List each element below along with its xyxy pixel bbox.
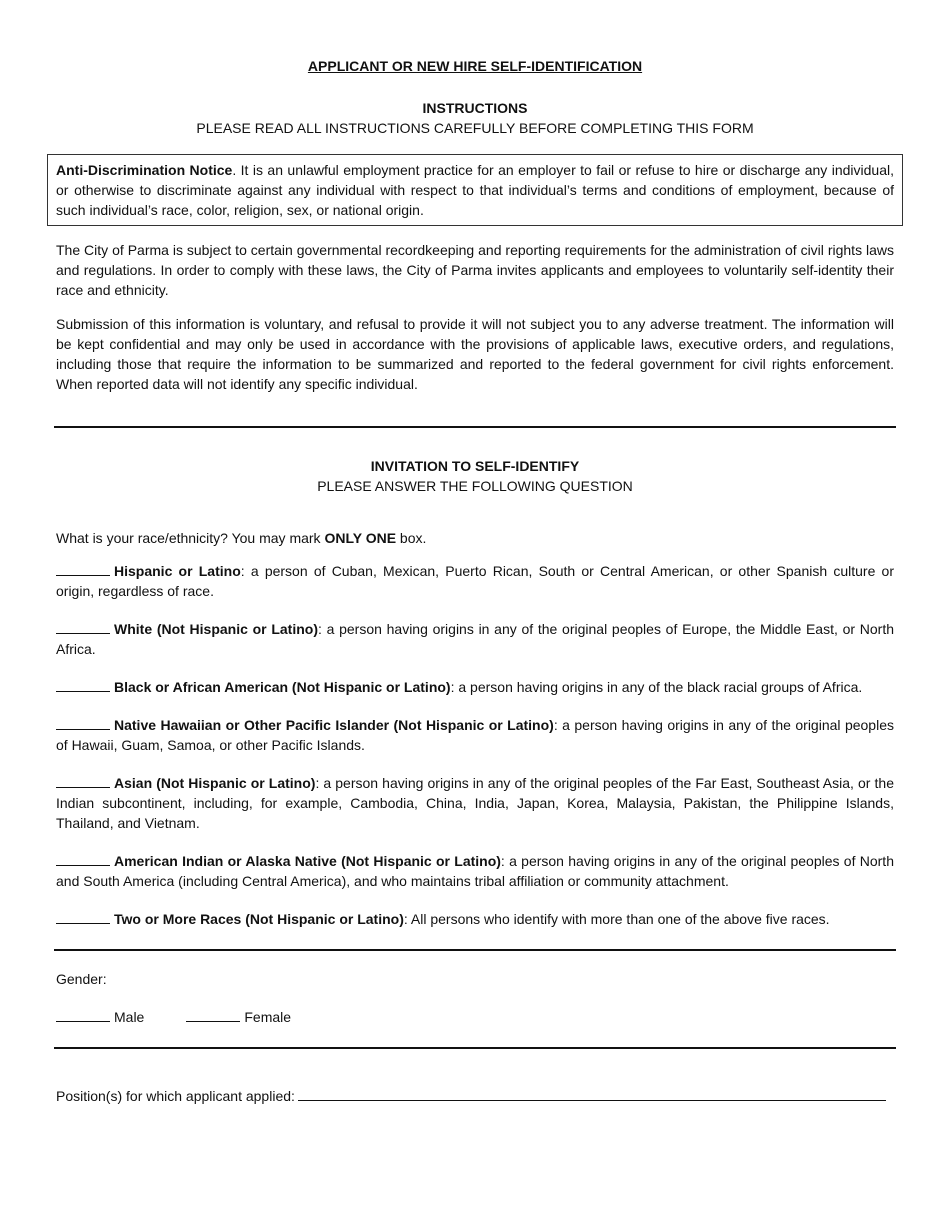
position-row (56, 1086, 894, 1106)
gender-male-option: Male (56, 1007, 144, 1027)
mark-blank[interactable] (186, 1007, 240, 1022)
invitation-heading: INVITATION TO SELF-IDENTIFY (370, 458, 580, 474)
mark-blank[interactable] (56, 1007, 110, 1022)
recordkeeping-paragraph: The City of Parma is subject to certain governmental recordkeeping and reporting requirements for the administration of civil rights laws and regulations. In order to comply with these laws, the City of Parma invites applicants and employees to voluntarily self-identity their race and ethnicity. (56, 242, 894, 298)
option-american-indian: American Indian or Alaska Native (Not Hispanic or Latino): a person having origins in any of the original peoples of North and South America (including Central America), and who maintains tribal affiliation or community attachment. (56, 853, 894, 889)
gender-female-option: Female (186, 1007, 291, 1027)
position-input-line[interactable] (298, 1086, 886, 1101)
option-asian: Asian (Not Hispanic or Latino): a person having origins in any of the original peoples of the Far East, Southeast Asia, or the Indian subcontinent, including, for example, Cambodia, China, India, Japan, Korea, Malaysia, Pakistan, the Philippine Islands, Thailand, and Vietnam. (56, 775, 894, 831)
mark-blank[interactable] (56, 715, 110, 730)
instructions-subheading: PLEASE READ ALL INSTRUCTIONS CAREFULLY BEFORE COMPLETING THIS FORM (196, 120, 754, 136)
notice-text: . It is an unlawful employment practice for an employer to fail or refuse to hire or discharge any individual, or otherwise to discriminate against any individual with respect to that individual’s terms and conditions of employment, because of such individual’s race, color, religion, sex, or national origin. (56, 162, 894, 218)
mark-blank[interactable] (56, 773, 110, 788)
race-question: What is your race/ethnicity? You may mark ONLY ONE box. (56, 530, 427, 546)
gender-label: Gender: (56, 971, 107, 987)
mark-blank[interactable] (56, 909, 110, 924)
mark-blank[interactable] (56, 561, 110, 576)
option-two-or-more: Two or More Races (Not Hispanic or Latino): All persons who identify with more than one of the above five races. (56, 909, 894, 929)
anti-discrimination-notice (47, 154, 903, 226)
option-black-african-american: Black or African American (Not Hispanic or Latino): a person having origins in any of the black racial groups of Africa. (56, 677, 894, 697)
mark-blank[interactable] (56, 677, 110, 692)
mark-blank[interactable] (56, 851, 110, 866)
position-label: Position(s) for which applicant applied: (56, 1088, 295, 1104)
option-white: White (Not Hispanic or Latino): a person having origins in any of the original peoples of Europe, the Middle East, or North Africa. (56, 621, 894, 657)
form-page (56, 56, 894, 1106)
option-native-hawaiian: Native Hawaiian or Other Pacific Islander (Not Hispanic or Latino): a person having origins in any of the original peoples of Hawaii, Guam, Samoa, or other Pacific Islands. (56, 717, 894, 753)
mark-blank[interactable] (56, 619, 110, 634)
voluntary-paragraph: Submission of this information is voluntary, and refusal to provide it will not subject you to any adverse treatment. The information will be kept confidential and may only be used in accordance with the provisions of applicable laws, executive orders, and regulations, including those that require the information to be summarized and reported to the federal government for civil rights enforcement. When reported data will not identify any specific individual. (56, 316, 894, 392)
form-title: APPLICANT OR NEW HIRE SELF-IDENTIFICATION (307, 58, 643, 74)
notice-label: Anti-Discrimination Notice (56, 162, 233, 178)
invitation-subheading: PLEASE ANSWER THE FOLLOWING QUESTION (317, 478, 633, 494)
instructions-heading: INSTRUCTIONS (422, 100, 528, 116)
gender-options (56, 1007, 894, 1027)
option-hispanic-latino: Hispanic or Latino: a person of Cuban, Mexican, Puerto Rican, South or Central American, or other Spanish culture or origin, regardless of race. (56, 563, 895, 599)
